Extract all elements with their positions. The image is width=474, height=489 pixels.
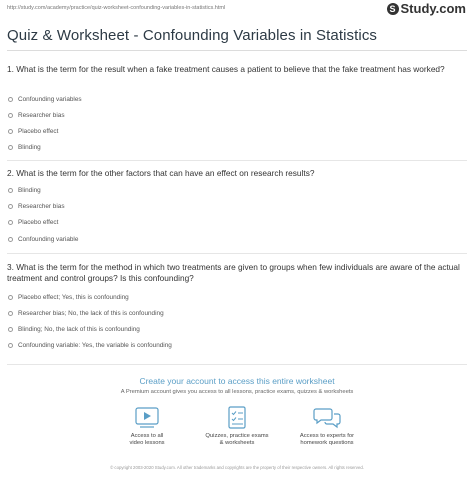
page-url: http://study.com/academy/practice/quiz-worksheet-confounding-variables-in-statistics.html [7, 5, 226, 11]
option-label: Blinding [18, 144, 41, 151]
question-3-text: 3. What is the term for the method in which two treatments are given to groups when few individuals are aware of the actual treatment and control groups? Is this confounding? [7, 262, 460, 283]
radio-icon[interactable] [8, 295, 13, 300]
premium-description: A Premium account gives you access to all lessons, practice exams, quizzes & worksheets [120, 389, 354, 395]
question-3-option-2[interactable] [8, 310, 164, 317]
question-2-option-4[interactable] [8, 236, 78, 243]
radio-icon[interactable] [8, 113, 13, 118]
study-logo[interactable] [387, 1, 467, 16]
feature-line: homework questions [300, 440, 354, 446]
feature-quizzes [187, 406, 287, 447]
question-1-option-1[interactable] [8, 96, 82, 103]
question-1-option-4[interactable] [8, 144, 41, 151]
feature-experts [277, 406, 377, 447]
question-3-option-4[interactable] [8, 342, 172, 349]
question-2-option-1[interactable] [8, 187, 41, 194]
question-divider [7, 160, 467, 161]
option-label: Placebo effect [18, 128, 59, 135]
feature-line: Access to all [130, 433, 164, 439]
section-divider [7, 364, 467, 365]
option-label: Researcher bias; No, the lack of this is confounding [18, 310, 164, 317]
option-label: Placebo effect [18, 219, 59, 226]
option-label: Confounding variable [18, 236, 79, 243]
question-1-option-2[interactable] [8, 112, 65, 119]
question-divider [7, 253, 467, 254]
question-1-text: 1. What is the term for the result when a fake treatment causes a patient to believe that the fake treatment has worked? [7, 64, 445, 74]
option-label: Confounding variable: Yes, the variable is confounding [18, 342, 172, 349]
radio-icon[interactable] [8, 129, 13, 134]
copyright-footer: © copyright 2003-2020 Study.com. All other trademarks and copyrights are the property of their respective owners. All rights reserved. [110, 465, 364, 470]
radio-icon[interactable] [8, 204, 13, 209]
radio-icon[interactable] [8, 188, 13, 193]
create-account-link[interactable]: Create your account to access this entire worksheet [139, 376, 335, 386]
radio-icon[interactable] [8, 311, 13, 316]
quiz-icon [220, 406, 254, 430]
question-3-option-3[interactable] [8, 326, 140, 333]
option-label: Confounding variables [18, 96, 82, 103]
option-label: Placebo effect; Yes, this is confounding [18, 294, 129, 301]
study-logo-text: Study.com [400, 1, 466, 16]
radio-icon[interactable] [8, 327, 13, 332]
radio-icon[interactable] [8, 220, 13, 225]
study-logo-icon: S [387, 3, 399, 15]
question-3-option-1[interactable] [8, 294, 129, 301]
feature-line: Access to experts for [299, 433, 355, 439]
video-icon [130, 406, 164, 430]
radio-icon[interactable] [8, 97, 13, 102]
feature-line: video lessons [129, 440, 165, 446]
feature-line: Quizzes, practice exams [205, 433, 269, 439]
question-2-text: 2. What is the term for the other factors that can have an effect on research results? [7, 168, 315, 178]
radio-icon[interactable] [8, 343, 13, 348]
question-2-option-3[interactable] [8, 219, 58, 226]
feature-video-lessons [97, 406, 197, 447]
question-1-option-3[interactable] [8, 128, 58, 135]
option-label: Researcher bias [18, 112, 65, 119]
radio-icon[interactable] [8, 145, 13, 150]
title-divider [7, 50, 467, 51]
option-label: Blinding; No, the lack of this is confounding [18, 326, 140, 333]
feature-line: & worksheets [219, 440, 255, 446]
option-label: Researcher bias [18, 203, 65, 210]
question-2-option-2[interactable] [8, 203, 65, 210]
expert-chat-icon [310, 406, 344, 430]
option-label: Blinding [18, 187, 41, 194]
radio-icon[interactable] [8, 237, 13, 242]
page-title: Quiz & Worksheet - Confounding Variables in Statistics [7, 27, 378, 44]
